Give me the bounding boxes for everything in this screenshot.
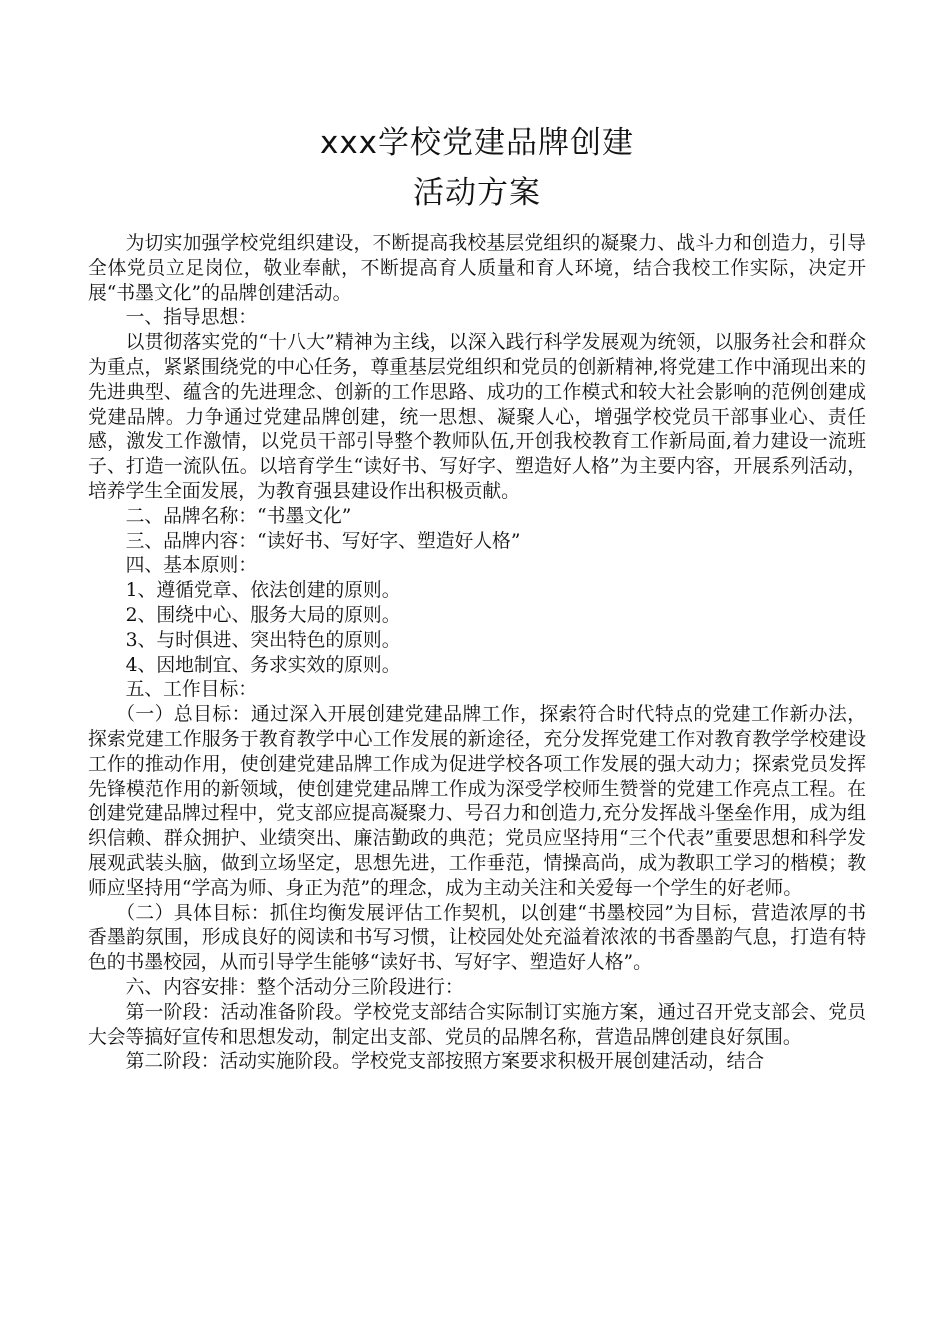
document-title-line1: xxx学校党建品牌创建: [319, 125, 635, 161]
section-heading-basic-principles: 四、基本原则：: [125, 555, 258, 577]
paragraph-overall-goal: （一）总目标：通过深入开展创建党建品牌工作，探索符合时代特点的党建工作新办法，探索党建工作服务于教育教学中心工作发展的新途径，充分发挥党建工作对教育教学学校建设工作的推动作用，使创建党建品牌工作成为促进学校各项工作发展的强大动力；探索党员发挥先锋模范作用的新领域，使创建党建品牌工作成为深受学校师生赞誉的党建工作亮点工程。在创建党建品牌过程中，党支部应提高凝聚力、号召力和创造力,充分发挥战斗堡垒作用，成为组织信赖、群众拥护、业绩突出、廉洁勤政的典范；党员应坚持用“三个代表”重要思想和科学发展观武装头脑，做到立场坚定，思想先进，工作垂范，情操高尚，成为教职工学习的楷模；教师应坚持用“学高为师、身正为范”的理念，成为主动关注和关爱每一个学生的好老师。: [88, 704, 866, 899]
principle-item: 3、与时俱进、突出特色的原则。: [125, 629, 401, 651]
section-heading-brand-name: 二、品牌名称：“书墨文化”: [125, 505, 352, 527]
principle-item: 1、遵循党章、依法创建的原则。: [125, 580, 401, 602]
section-heading-content-arrangement: 六、内容安排：整个活动分三阶段进行：: [125, 976, 464, 998]
paragraph-stage-one: 第一阶段：活动准备阶段。学校党支部结合实际制订实施方案，通过召开党支部会、党员大会等搞好宣传和思想发动，制定出支部、党员的品牌名称，营造品牌创建良好氛围。: [88, 1001, 866, 1048]
paragraph-intro: 为切实加强学校党组织建设，不断提高我校基层党组织的凝聚力、战斗力和创造力，引导全体党员立足岗位，敬业奉献，不断提高育人质量和育人环境，结合我校工作实际，决定开展“书墨文化”的品牌创建活动。: [88, 233, 866, 304]
document-page: [88, 120, 866, 1075]
principle-item: 4、因地制宜、务求实效的原则。: [125, 654, 401, 676]
document-body: [88, 232, 866, 1075]
paragraph-stage-two: 第二阶段：活动实施阶段。学校党支部按照方案要求积极开展创建活动，结合: [125, 1051, 765, 1073]
document-title-line2: 活动方案: [413, 175, 541, 211]
paragraph-guiding-thought: 以贯彻落实党的“十八大”精神为主线，以深入践行科学发展观为统领，以服务社会和群众为重点，紧紧围绕党的中心任务，尊重基层党组织和党员的创新精神,将党建工作中涌现出来的先进典型、蕴含的先进理念、创新的工作思路、成功的工作模式和较大社会影响的范例创建成党建品牌。力争通过党建品牌创建，统一思想、凝聚人心，增强学校党员干部事业心、责任感，激发工作激情，以党员干部引导整个教师队伍,开创我校教育工作新局面,着力建设一流班子、打造一流队伍。以培育学生“读好书、写好字、塑造好人格”为主要内容，开展系列活动，培养学生全面发展，为教育强县建设作出积极贡献。: [88, 332, 866, 502]
section-heading-guiding-thought: 一、指导思想：: [125, 307, 258, 329]
paragraph-specific-goal: （二）具体目标：抓住均衡发展评估工作契机，以创建“书墨校园”为目标，营造浓厚的书香墨韵氛围，形成良好的阅读和书写习惯，让校园处处充溢着浓浓的书香墨韵气息，打造有特色的书墨校园，从而引导学生能够“读好书、写好字、塑造好人格”。: [88, 902, 866, 974]
section-heading-brand-content: 三、品牌内容：“读好书、写好字、塑造好人格”: [125, 530, 521, 552]
principle-item: 2、围绕中心、服务大局的原则。: [125, 604, 401, 626]
section-heading-work-goals: 五、工作目标：: [125, 679, 258, 701]
